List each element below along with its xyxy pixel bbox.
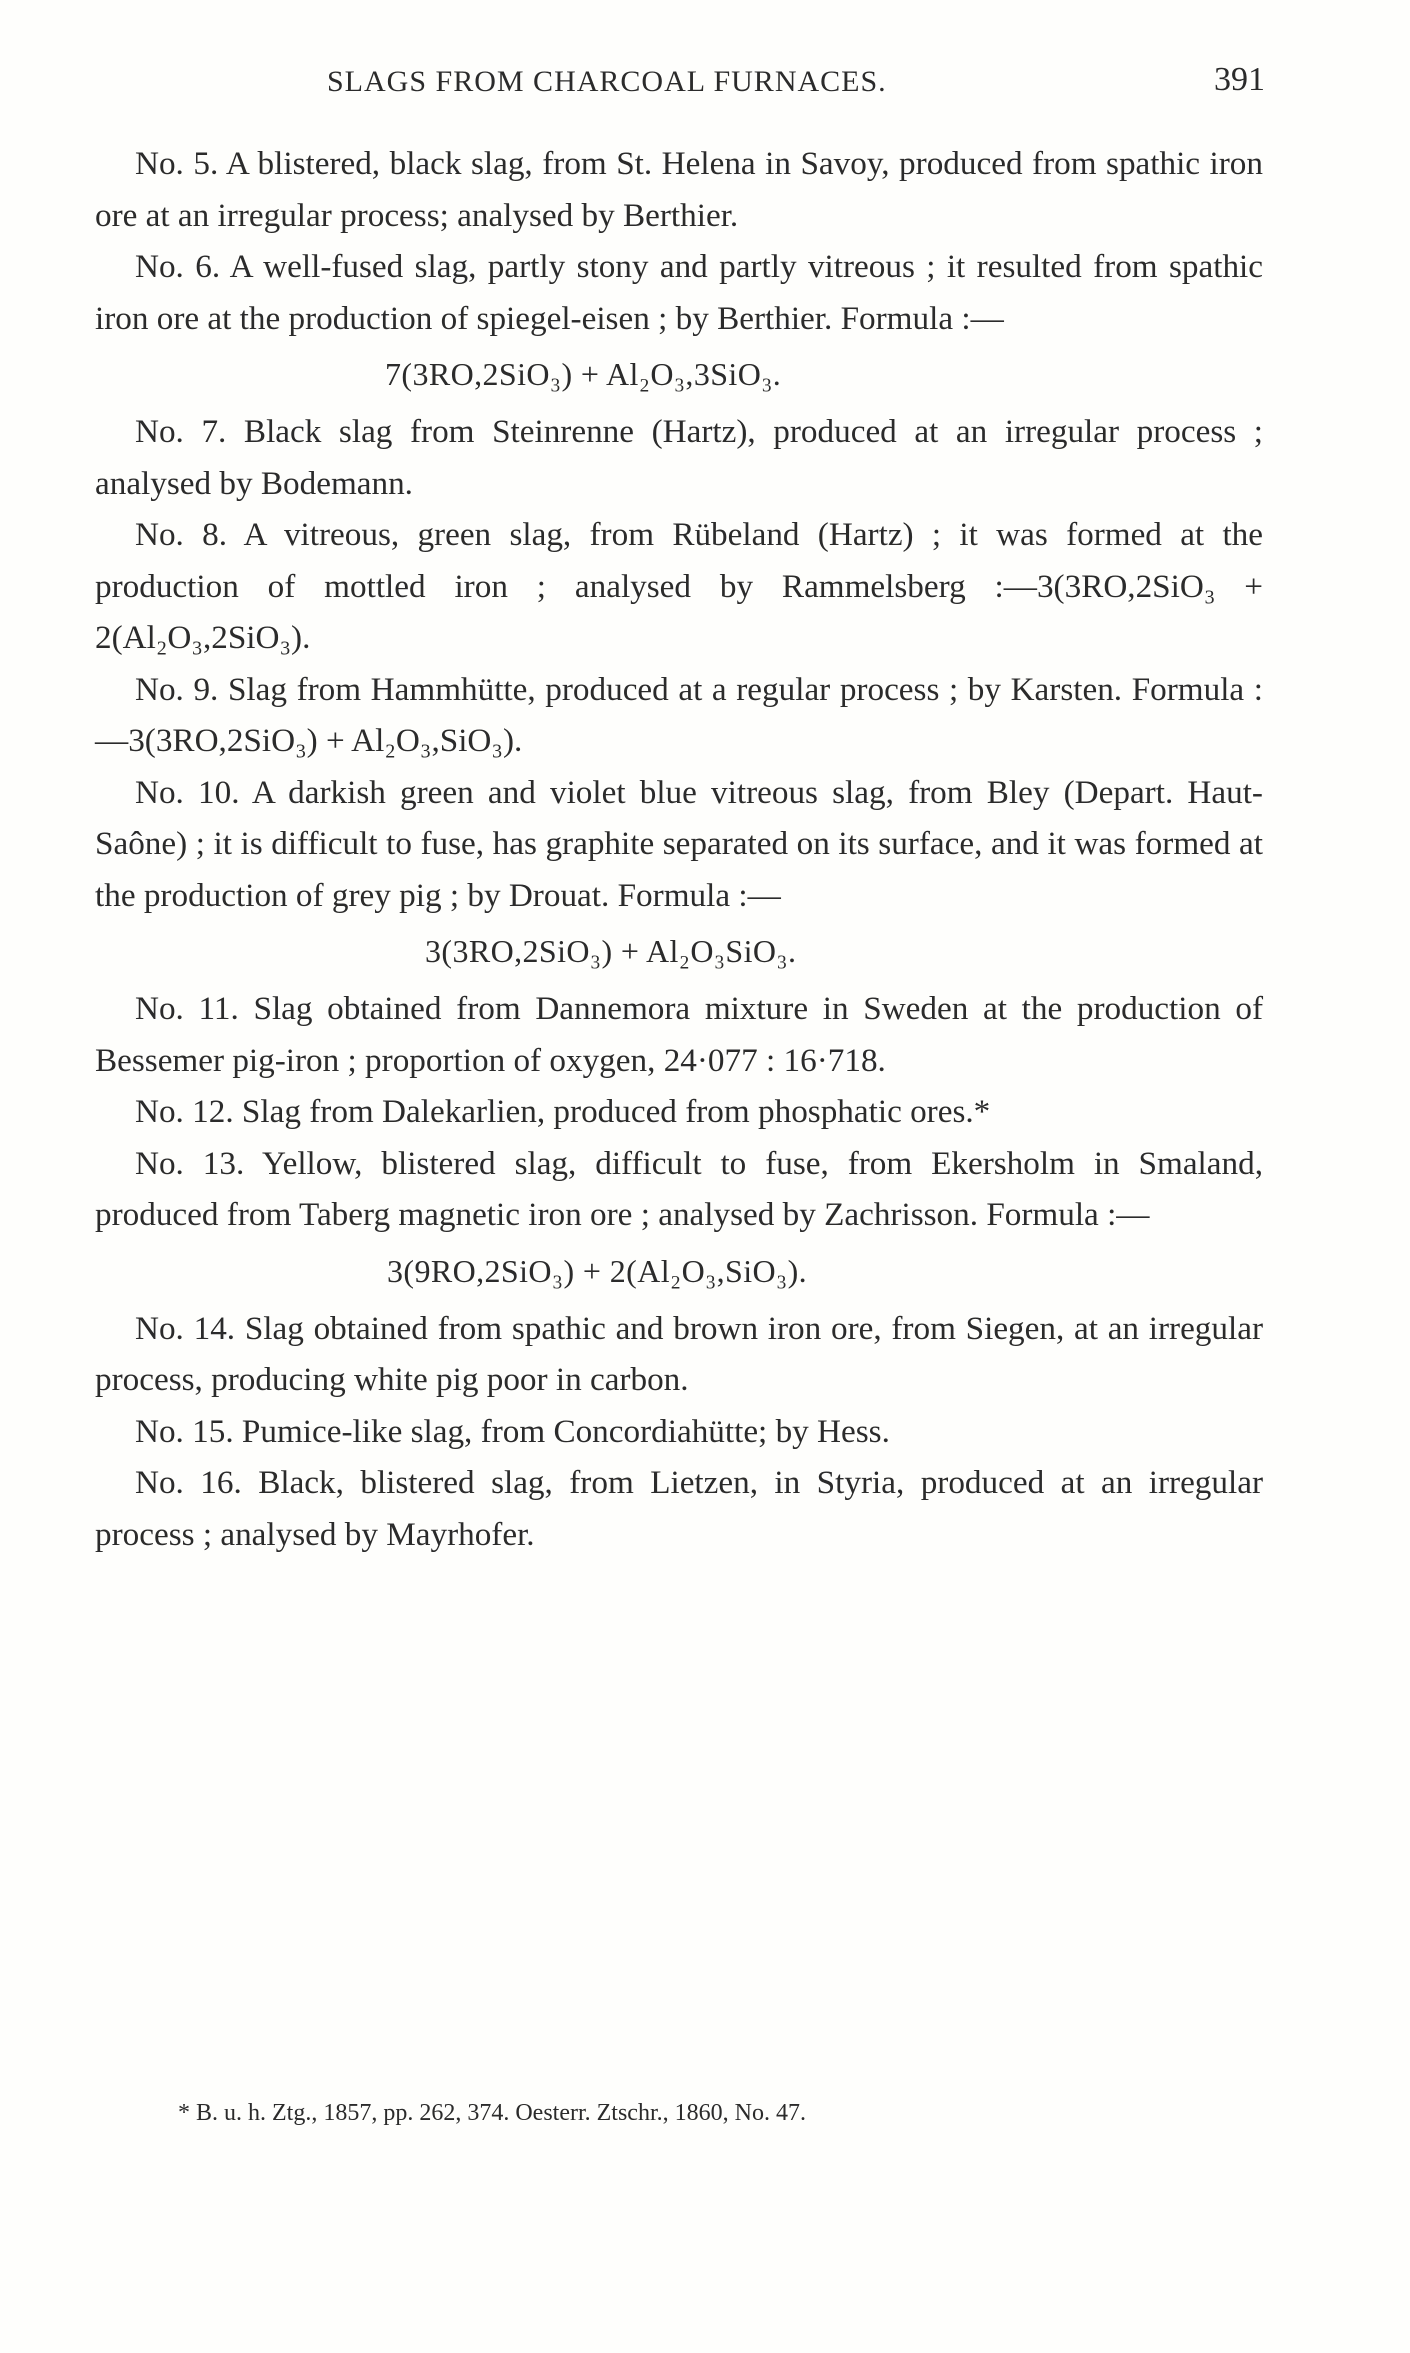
formula-no-6: 7(3RO,2SiO₃) + Al₂O₃,3SiO₃. bbox=[385, 356, 782, 392]
paragraph-no-16: No. 16. Black, blistered slag, from Lietzen, in Styria, produced at an irregular process ; analysed by Mayrhofer. bbox=[95, 1464, 1263, 1553]
paragraph-no-11: No. 11. Slag obtained from Dannemora mixture in Sweden at the production of Bessemer pig-iron ; proportion of oxygen, 24·077 : 16·718. bbox=[95, 990, 1263, 1079]
paragraph-no-12: No. 12. Slag from Dalekarlien, produced from phosphatic ores.* bbox=[135, 1093, 991, 1130]
page-body bbox=[95, 138, 1263, 1560]
paragraph-no-15: No. 15. Pumice-like slag, from Concordiahütte; by Hess. bbox=[135, 1412, 890, 1450]
paragraph-no-6: No. 6. A well-fused slag, partly stony and partly vitreous ; it resulted from spathic iron ore at the production of spiegel-eisen ; by Berthier. Formula :— bbox=[95, 248, 1263, 337]
paragraph-no-9: No. 9. Slag from Hammhütte, produced at a regular process ; by Karsten. Formula :—3(3RO,2SiO₃) + Al₂O₃,SiO₃). bbox=[95, 670, 1263, 759]
page-number: 391 bbox=[1214, 61, 1265, 98]
paragraph-no-5: No. 5. A blistered, black slag, from St. Helena in Savoy, produced from spathic iron ore at an irregular process; analysed by Berthier. bbox=[95, 145, 1263, 234]
paragraph-no-10: No. 10. A darkish green and violet blue vitreous slag, from Bley (Depart. Haut-Saône) ; it is difficult to fuse, has graphite separated on its surface, and it was formed at the production of grey pig ; by Drouat. Formula :— bbox=[95, 773, 1263, 914]
paragraph-no-8: No. 8. A vitreous, green slag, from Rübeland (Hartz) ; it was formed at the production of mottled iron ; analysed by Rammelsberg :—3(3RO,2SiO₃ + 2(Al₂O₃,2SiO₃). bbox=[95, 516, 1263, 656]
footnote: * B. u. h. Ztg., 1857, pp. 262, 374. Oesterr. Ztschr., 1860, No. 47. bbox=[178, 2100, 806, 2126]
running-head bbox=[92, 55, 1265, 105]
running-title: SLAGS FROM CHARCOAL FURNACES. bbox=[327, 65, 887, 98]
paragraph-no-13: No. 13. Yellow, blistered slag, difficult to fuse, from Ekersholm in Smaland, produced from Taberg magnetic iron ore ; analysed by Zachrisson. Formula :— bbox=[95, 1144, 1263, 1233]
paragraph-no-7: No. 7. Black slag from Steinrenne (Hartz), produced at an irregular process ; analysed by Bodemann. bbox=[95, 413, 1263, 502]
formula-no-10: 3(3RO,2SiO₃) + Al₂O₃SiO₃. bbox=[425, 933, 797, 969]
paragraph-no-14: No. 14. Slag obtained from spathic and brown iron ore, from Siegen, at an irregular process, producing white pig poor in carbon. bbox=[95, 1309, 1263, 1398]
formula-no-13: 3(9RO,2SiO₃) + 2(Al₂O₃,SiO₃). bbox=[387, 1252, 808, 1289]
